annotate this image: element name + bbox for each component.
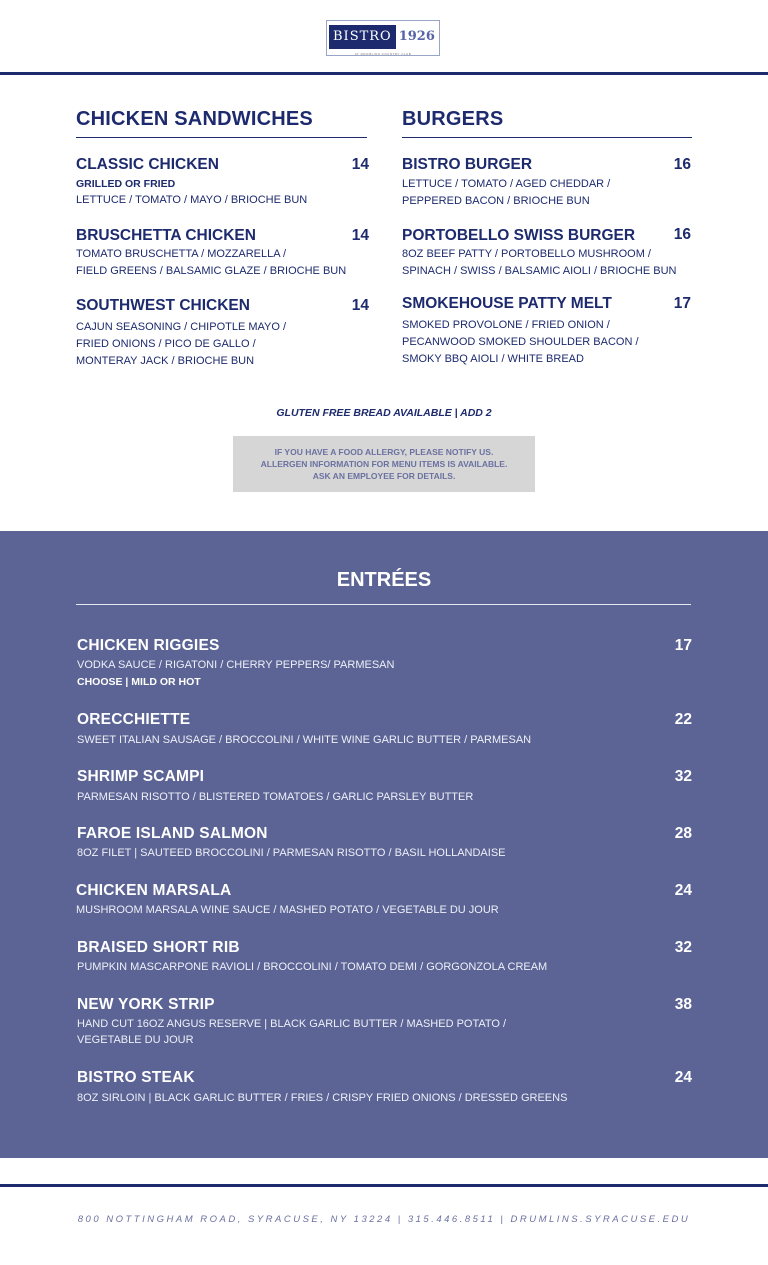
entree-price: 24 [674, 882, 692, 899]
entree-name: CHICKEN RIGGIES [77, 637, 220, 654]
section-rule-entrees [76, 604, 691, 605]
logo-year: 1926 [398, 29, 435, 44]
entree-price: 32 [674, 939, 692, 956]
section-title-burgers: BURGERS [402, 108, 504, 130]
entree-note: CHOOSE | MILD OR HOT [77, 676, 201, 688]
item-desc: 8OZ BEEF PATTY / PORTOBELLO MUSHROOM / [402, 248, 651, 260]
top-divider [0, 72, 768, 75]
item-desc: PEPPERED BACON / BRIOCHE BUN [402, 195, 590, 207]
item-desc: SMOKY BBQ AIOLI / WHITE BREAD [402, 353, 584, 365]
item-name: SOUTHWEST CHICKEN [76, 297, 250, 314]
item-desc: SPINACH / SWISS / BALSAMIC AIOLI / BRIOCHE BUN [402, 265, 677, 277]
logo-tagline: AT DRUMLINS COUNTRY CLUB [354, 52, 412, 56]
item-name: SMOKEHOUSE PATTY MELT [402, 295, 612, 312]
item-desc: SMOKED PROVOLONE / FRIED ONION / [402, 319, 610, 331]
allergy-line: IF YOU HAVE A FOOD ALLERGY, PLEASE NOTIFY US. [274, 447, 494, 457]
item-name: BRUSCHETTA CHICKEN [76, 227, 256, 244]
item-name: BISTRO BURGER [402, 156, 533, 173]
item-price: 14 [351, 227, 369, 244]
item-desc: FIELD GREENS / BALSAMIC GLAZE / BRIOCHE BUN [76, 265, 347, 277]
entree-desc: VODKA SAUCE / RIGATONI / CHERRY PEPPERS/ PARMESAN [77, 659, 395, 671]
item-desc: CAJUN SEASONING / CHIPOTLE MAYO / [76, 321, 287, 333]
item-price: 17 [673, 295, 691, 312]
section-rule-burgers [402, 137, 692, 138]
section-title-entrees: ENTRÉES [336, 569, 432, 591]
bottom-divider [0, 1184, 768, 1187]
entree-price: 32 [674, 768, 692, 785]
entree-name: BRAISED SHORT RIB [77, 939, 240, 956]
item-name: CLASSIC CHICKEN [76, 156, 219, 173]
item-desc: LETTUCE / TOMATO / MAYO / BRIOCHE BUN [76, 194, 308, 206]
item-note: GRILLED OR FRIED [76, 178, 176, 190]
logo [326, 20, 440, 56]
entree-price: 38 [674, 996, 692, 1013]
entree-name: NEW YORK STRIP [77, 996, 215, 1013]
item-desc: PECANWOOD SMOKED SHOULDER BACON / [402, 336, 639, 348]
section-title-chicken: CHICKEN SANDWICHES [76, 108, 313, 130]
gluten-free-note: GLUTEN FREE BREAD AVAILABLE | ADD 2 [276, 407, 492, 419]
entree-desc: VEGETABLE DU JOUR [77, 1034, 194, 1046]
entree-desc: SWEET ITALIAN SAUSAGE / BROCCOLINI / WHITE WINE GARLIC BUTTER / PARMESAN [77, 734, 532, 746]
item-desc: TOMATO BRUSCHETTA / MOZZARELLA / [76, 248, 287, 260]
entree-desc: 8OZ FILET | SAUTEED BROCCOLINI / PARMESAN RISOTTO / BASIL HOLLANDAISE [77, 847, 506, 859]
item-price: 16 [673, 156, 691, 173]
entree-price: 28 [674, 825, 692, 842]
entree-price: 24 [674, 1069, 692, 1086]
footer-contact: 800 NOTTINGHAM ROAD, SYRACUSE, NY 13224 | 315.446.8511 | DRUMLINS.SYRACUSE.EDU [77, 1214, 691, 1225]
entree-price: 17 [674, 637, 692, 654]
entree-name: CHICKEN MARSALA [76, 882, 232, 899]
entree-desc: 8OZ SIRLOIN | BLACK GARLIC BUTTER / FRIES / CRISPY FRIED ONIONS / DRESSED GREENS [77, 1092, 568, 1104]
item-name: PORTOBELLO SWISS BURGER [402, 227, 636, 244]
entree-name: BISTRO STEAK [77, 1069, 195, 1086]
item-price: 14 [351, 156, 369, 173]
entree-name: ORECCHIETTE [77, 711, 191, 728]
entree-price: 22 [674, 711, 692, 728]
entree-name: SHRIMP SCAMPI [77, 768, 205, 785]
entree-desc: PARMESAN RISOTTO / BLISTERED TOMATOES / GARLIC PARSLEY BUTTER [77, 791, 474, 803]
entrees-section [0, 531, 768, 1158]
entree-desc: HAND CUT 16OZ ANGUS RESERVE | BLACK GARLIC BUTTER / MASHED POTATO / [77, 1018, 507, 1030]
item-desc: FRIED ONIONS / PICO DE GALLO / [76, 338, 256, 350]
item-price: 16 [673, 226, 691, 243]
allergy-line: ALLERGEN INFORMATION FOR MENU ITEMS IS AVAILABLE. [260, 459, 508, 469]
entree-name: FAROE ISLAND SALMON [77, 825, 268, 842]
allergy-line: ASK AN EMPLOYEE FOR DETAILS. [312, 471, 456, 481]
section-rule-chicken [76, 137, 367, 138]
allergy-notice [233, 436, 535, 492]
logo-word: BISTRO [329, 25, 396, 49]
item-desc: MONTERAY JACK / BRIOCHE BUN [76, 355, 255, 367]
entree-desc: PUMPKIN MASCARPONE RAVIOLI / BROCCOLINI / TOMATO DEMI / GORGONZOLA CREAM [77, 961, 548, 973]
item-desc: LETTUCE / TOMATO / AGED CHEDDAR / [402, 178, 611, 190]
logo-mark [329, 25, 438, 49]
item-price: 14 [351, 297, 369, 314]
entree-desc: MUSHROOM MARSALA WINE SAUCE / MASHED POTATO / VEGETABLE DU JOUR [76, 904, 499, 916]
